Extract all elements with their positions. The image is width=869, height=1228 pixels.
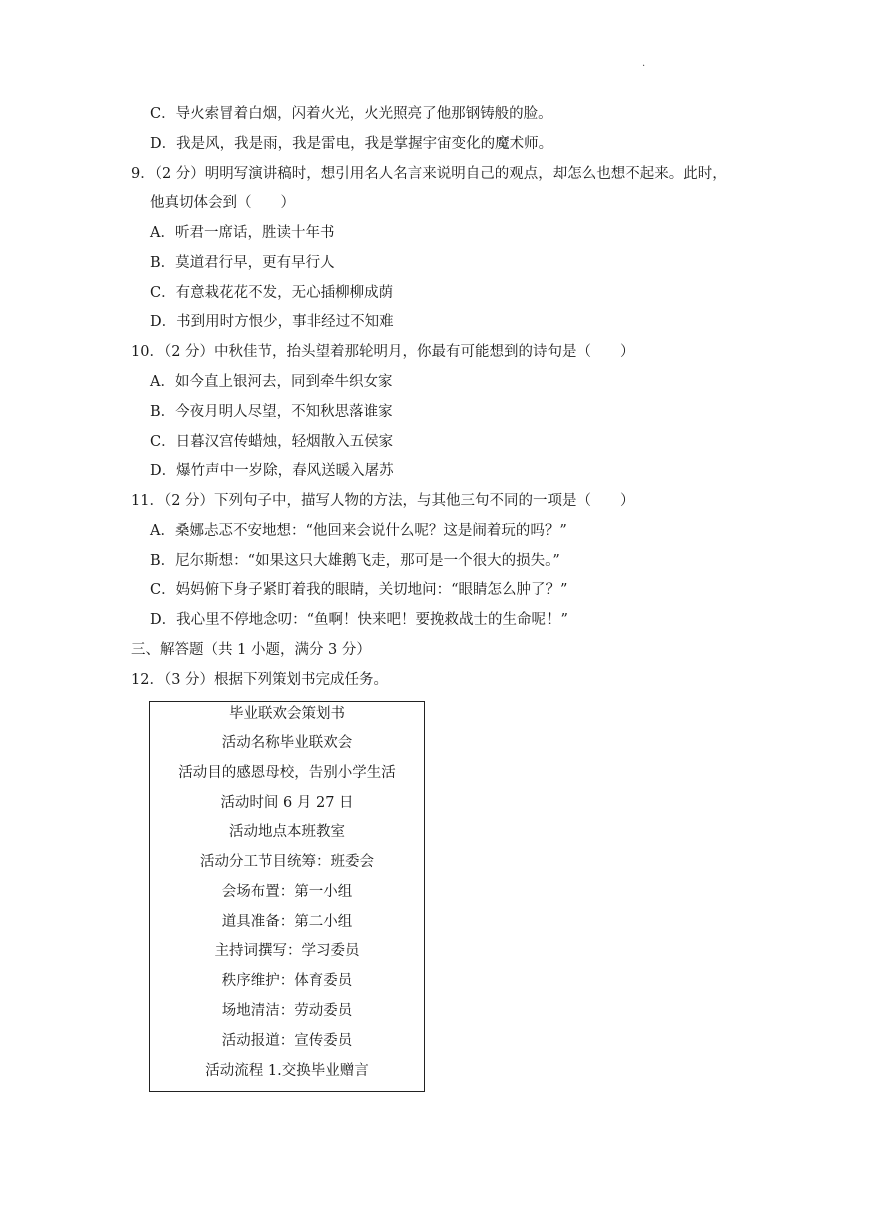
q10-option-b: B．今夜月明人尽望，不知秋思落谁家 xyxy=(150,404,393,420)
q11-option-b: B．尼尔斯想：“如果这只大雄鹅飞走，那可是一个很大的损失。” xyxy=(150,553,560,569)
plan-line: 活动名称毕业联欢会 xyxy=(221,735,353,751)
q11-stem: 11．（2 分）下列句子中，描写人物的方法，与其他三句不同的一项是（ ） xyxy=(131,493,635,509)
q10-stem: 10．（2 分）中秋佳节，抬头望着那轮明月，你最有可能想到的诗句是（ ） xyxy=(131,344,635,360)
q10-option-d: D．爆竹声中一岁除，春风送暖入屠苏 xyxy=(150,463,394,479)
q10-option-a: A．如今直上银河去，同到牵牛织女家 xyxy=(150,374,393,390)
q8-option-d: D．我是风，我是雨，我是雷电，我是掌握宇宙变化的魔术师。 xyxy=(150,136,554,152)
q9-option-b: B．莫道君行早，更有早行人 xyxy=(150,255,335,271)
plan-line: 会场布置：第一小组 xyxy=(221,884,353,900)
plan-line: 场地清洁：劳动委员 xyxy=(221,1003,353,1019)
plan-line: 活动目的感恩母校，告别小学生活 xyxy=(178,765,396,781)
q9-option-d: D．书到用时方恨少，事非经过不知难 xyxy=(150,314,394,330)
q9-stem: 9．（2 分）明明写演讲稿时，想引用名人名言来说明自己的观点，却怎么也想不起来。此时， xyxy=(131,166,727,182)
plan-line: 活动地点本班教室 xyxy=(229,824,345,840)
q9-option-a: A．听君一席话，胜读十年书 xyxy=(150,225,335,241)
header-dot: . xyxy=(642,58,646,69)
plan-line: 秩序维护：体育委员 xyxy=(221,973,353,989)
plan-title: 毕业联欢会策划书 xyxy=(229,706,345,722)
q9-option-c: C．有意栽花花不发，无心插柳柳成荫 xyxy=(150,285,394,301)
plan-line: 活动时间 6 月 27 日 xyxy=(220,795,354,811)
q11-option-d: D．我心里不停地念叨：“鱼啊！快来吧！要挽救战士的生命呢！” xyxy=(150,612,568,628)
q11-option-c: C．妈妈俯下身子紧盯着我的眼睛，关切地问：“眼睛怎么肿了？” xyxy=(150,582,568,598)
plan-line: 活动流程 1.交换毕业赠言 xyxy=(205,1063,369,1079)
plan-document-box xyxy=(149,701,425,1092)
plan-line: 活动报道：宣传委员 xyxy=(221,1033,353,1049)
q12-stem: 12．（3 分）根据下列策划书完成任务。 xyxy=(131,672,389,688)
q10-option-c: C．日暮汉宫传蜡烛，轻烟散入五侯家 xyxy=(150,434,394,450)
q11-option-a: A．桑娜忐忑不安地想：“他回来会说什么呢？这是闹着玩的吗？” xyxy=(150,523,567,539)
q8-option-c: C．导火索冒着白烟，闪着火光，火光照亮了他那钢铸般的脸。 xyxy=(150,106,553,122)
plan-line: 道具准备：第二小组 xyxy=(221,914,353,930)
plan-line: 主持词撰写：学习委员 xyxy=(214,943,360,959)
section-heading: 三、解答题（共 1 小题，满分 3 分） xyxy=(131,642,371,658)
plan-line: 活动分工节目统筹：班委会 xyxy=(200,854,374,870)
q9-stem-cont: 他真切体会到（ ） xyxy=(150,195,295,211)
